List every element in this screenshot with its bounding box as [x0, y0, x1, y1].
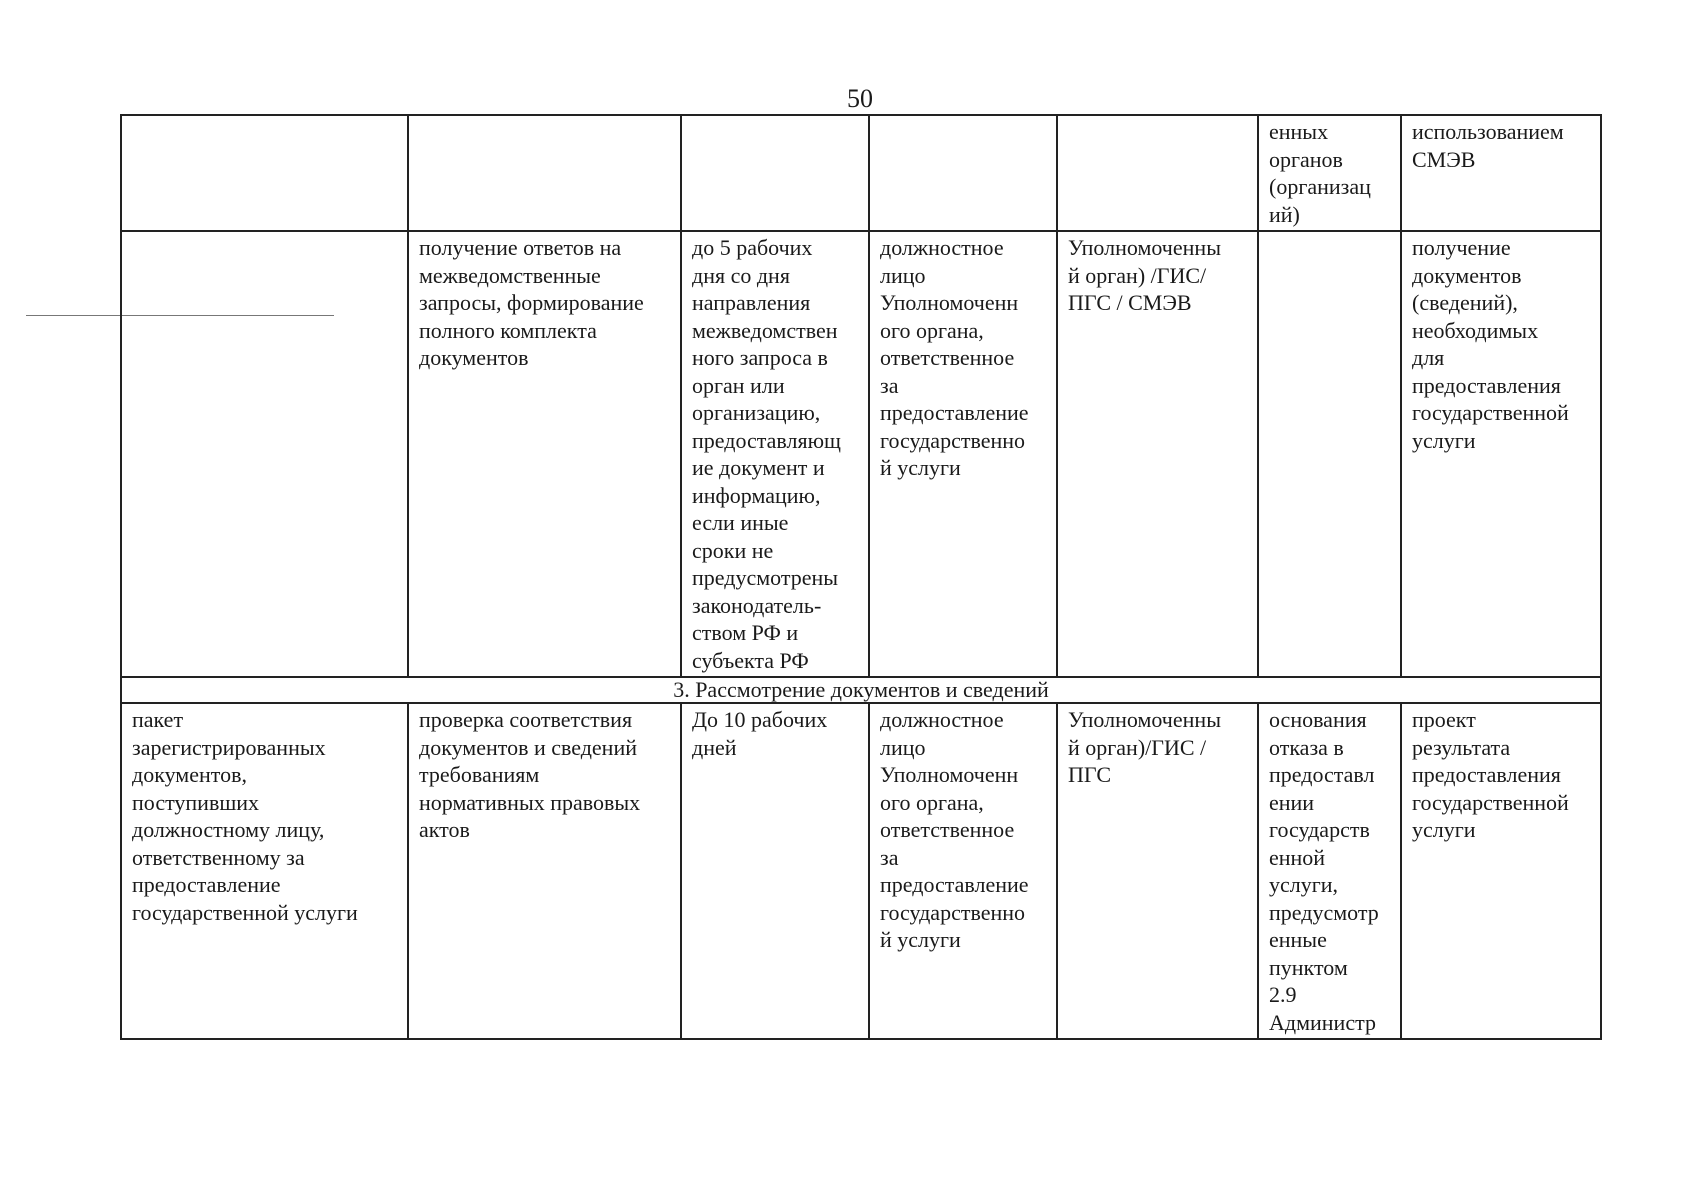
table-cell [408, 115, 681, 231]
cell-text: пакет зарегистрированных документов, поступивших должностному лицу, ответственному за предоставление государственной услуги [132, 707, 358, 925]
cell-text: енных органов (организац ий) [1269, 119, 1371, 227]
cell-text: до 5 рабочих дня со дня направления межведомствен ного запроса в орган или организацию, предоставляющ ие документ и информацию, если иные сроки не предусмотрены законодатель- ством РФ и субъекта РФ [692, 235, 841, 673]
table-cell [1057, 703, 1258, 1039]
cell-text: проект результата предоставления государственной услуги [1412, 707, 1569, 842]
procedure-table [120, 114, 1602, 1040]
table-cell [869, 231, 1057, 677]
table-cell [1258, 703, 1401, 1039]
table-cell [681, 231, 869, 677]
table-cell [681, 703, 869, 1039]
page-number: 50 [847, 84, 873, 113]
table-row [121, 231, 1601, 677]
table-cell [869, 703, 1057, 1039]
table-row [121, 703, 1601, 1039]
table-cell [869, 115, 1057, 231]
table-cell [1057, 115, 1258, 231]
cell-text: должностное лицо Уполномоченн ого органа, ответственное за предоставление государственно й услуги [880, 235, 1029, 480]
cell-text: проверка соответствия документов и сведений требованиям нормативных правовых актов [419, 707, 641, 842]
cell-text: Уполномоченны й орган)/ГИС / ПГС [1068, 707, 1221, 787]
table-cell [408, 231, 681, 677]
cell-text: основания отказа в предоставл ении государств енной услуги, предусмотр енные пунктом 2.9 Администр [1269, 707, 1379, 1035]
table-cell [121, 231, 408, 677]
cell-text: Уполномоченны й орган) /ГИС/ ПГС / СМЭВ [1068, 235, 1221, 315]
table-cell [681, 115, 869, 231]
table-cell [1057, 231, 1258, 677]
cell-text: использованием СМЭВ [1412, 119, 1564, 172]
cell-text: получение документов (сведений), необходимых для предоставления государственной услуги [1412, 235, 1569, 453]
table-cell [121, 115, 408, 231]
section-header [121, 677, 1601, 703]
cell-text: До 10 рабочих дней [692, 707, 828, 760]
table-cell [1401, 115, 1601, 231]
cell-text: получение ответов на межведомственные запросы, формирование полного комплекта документов [419, 235, 644, 370]
table-cell [121, 703, 408, 1039]
cell-text: должностное лицо Уполномоченн ого органа, ответственное за предоставление государственно й услуги [880, 707, 1029, 952]
section-title: 3. Рассмотрение документов и сведений [673, 677, 1049, 702]
table-cell [1258, 115, 1401, 231]
table-cell [408, 703, 681, 1039]
table-cell [1401, 703, 1601, 1039]
table-row [121, 115, 1601, 231]
section-header-row [121, 677, 1601, 703]
table-cell [1401, 231, 1601, 677]
table-cell [1258, 231, 1401, 677]
